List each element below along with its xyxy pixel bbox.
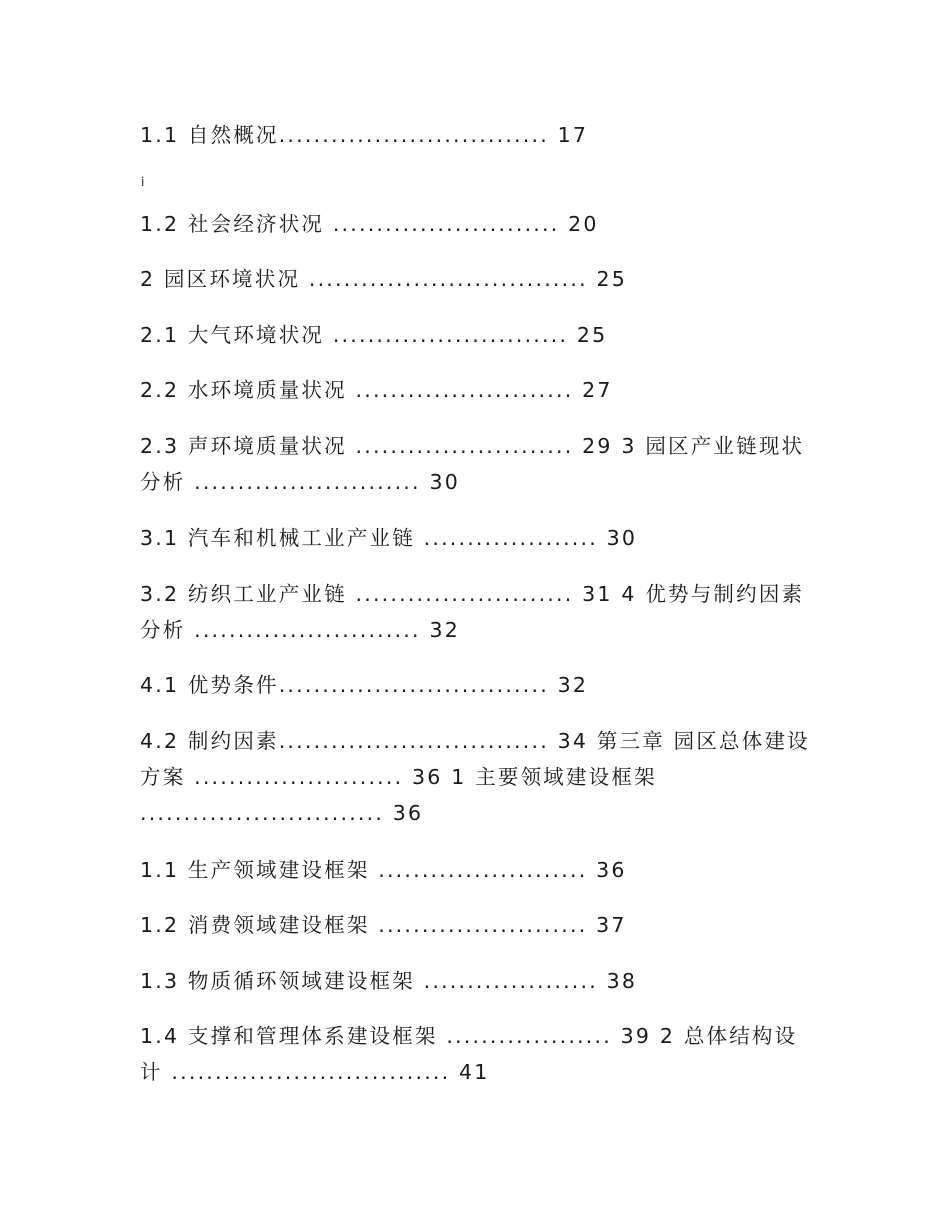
toc-entry[interactable]: 1.1 自然概况............................... 17 (140, 123, 589, 147)
toc-entry[interactable]: 1.2 社会经济状况 .......................... 20 (140, 212, 599, 236)
toc-entry[interactable]: 3.1 汽车和机械工业产业链 .................... 30 (140, 526, 638, 550)
toc-entry[interactable]: 1.4 支撑和管理体系建设框架 ................... 39 2 总体结构设计 ................................ 41 (140, 1024, 798, 1084)
toc-entry[interactable]: 1.1 生产领域建设框架 ........................ 36 (140, 858, 627, 882)
page-marker: i (141, 175, 145, 189)
toc-entry[interactable]: 3.2 纺织工业产业链 ......................... 31 4 优势与制约因素分析 .......................... 32 (140, 582, 805, 642)
toc-entry[interactable]: 4.2 制约因素............................... 34 第三章 园区总体建设方案 ........................ 36 1 主要领域建设框架 ............................ 36 (140, 729, 810, 825)
toc-entry[interactable]: 4.1 优势条件............................... 32 (140, 673, 589, 697)
toc-entry[interactable]: 2.3 声环境质量状况 ......................... 29 3 园区产业链现状分析 .......................... 30 (140, 434, 805, 494)
toc-entry[interactable]: 2.1 大气环境状况 ........................... 25 (140, 323, 608, 347)
toc-entry[interactable]: 2.2 水环境质量状况 ......................... 27 (140, 378, 613, 402)
toc-entry[interactable]: 1.3 物质循环领域建设框架 .................... 38 (140, 969, 638, 993)
toc-entry[interactable]: 2 园区环境状况 ................................ 25 (140, 267, 628, 291)
toc-entry[interactable]: 1.2 消费领域建设框架 ........................ 37 (140, 913, 627, 937)
